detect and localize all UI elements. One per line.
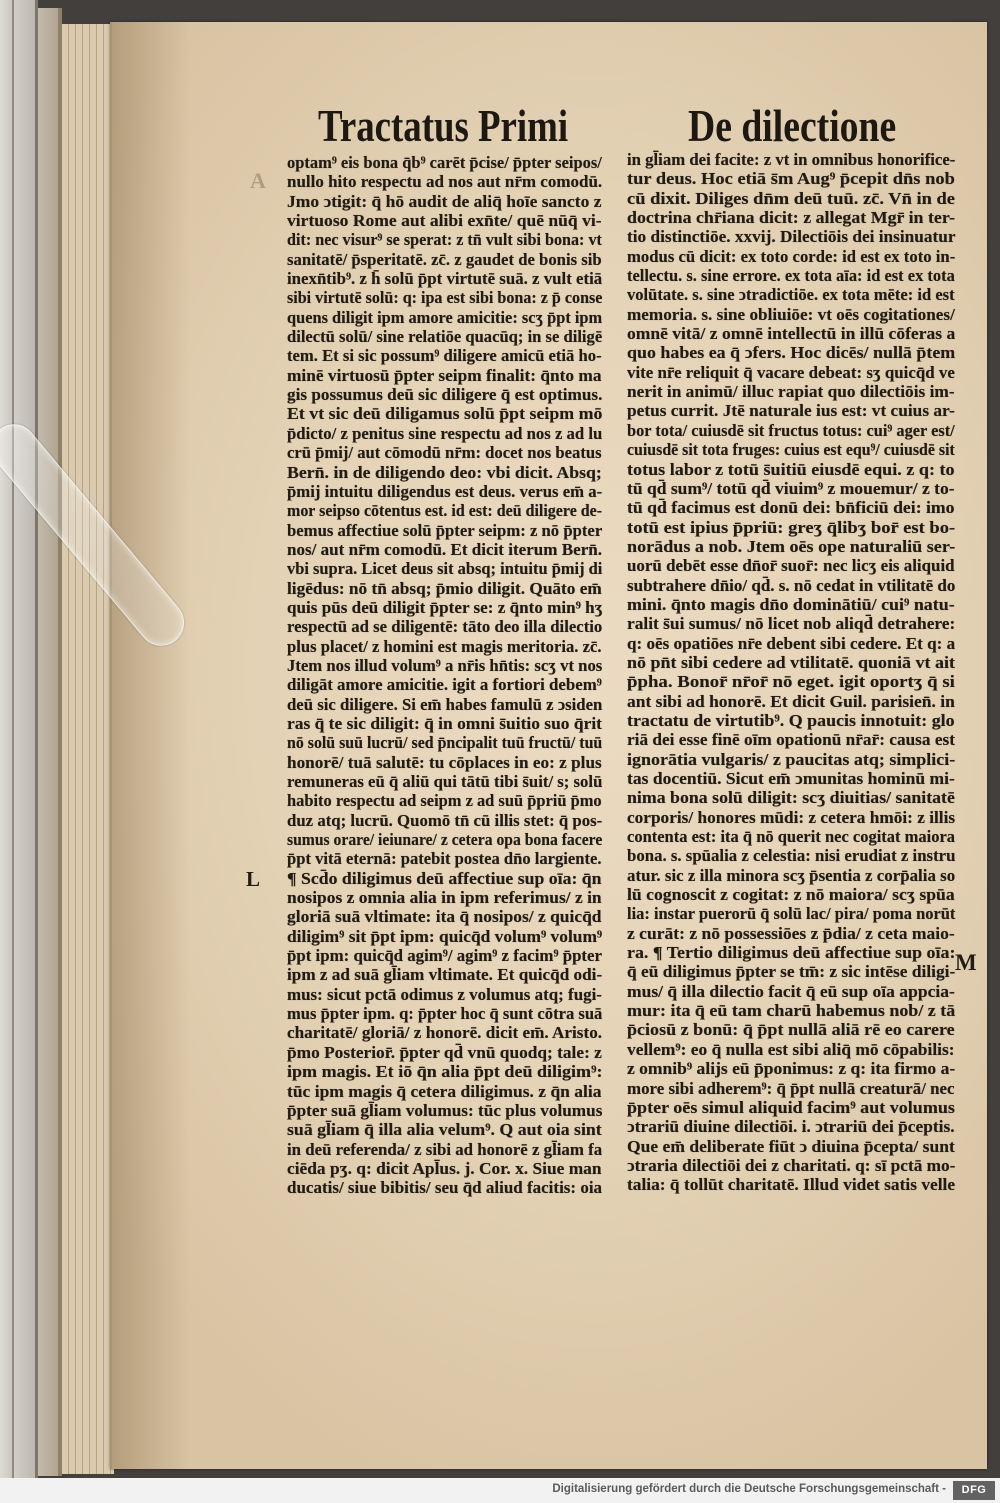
text-line bbox=[627, 885, 955, 904]
text-line-content: p̄mo Posterior̄. p̄pter qd̄ vnū quodq; tale: z bbox=[287, 1042, 602, 1062]
text-line-content: norādus a nob. Jtem oēs ope naturaliū ser- bbox=[627, 536, 956, 556]
text-line-content: cuiusdē sit tota fruges: cuius est equ⁹/ cuiusdē sit bbox=[627, 440, 955, 460]
text-line-content: virtuoso Rome aut alibi exn̄te/ quē nūq̄ vi- bbox=[287, 211, 602, 231]
text-line bbox=[287, 617, 602, 636]
text-line bbox=[287, 404, 602, 423]
text-line bbox=[287, 675, 602, 694]
text-line-content: nō solū suū lucrū/ sed p̄ncipalit tuū fructū/ tuū bbox=[287, 733, 603, 753]
text-line-content: ↄtraria dilectiōi dei z charitati. q: sī pctā mo- bbox=[627, 1155, 956, 1175]
text-line bbox=[627, 846, 955, 865]
text-line-content: gis possumus deū sic diligere q̄ est optimus. bbox=[287, 385, 603, 405]
text-line-content: p̄dicto/ z penitus sine respectu ad nos z ad lu bbox=[287, 423, 603, 443]
text-line bbox=[287, 288, 602, 307]
text-line-content: omnē vitā/ z omnē intellectū in illū cōferas a bbox=[627, 324, 956, 344]
text-line-content: deū sic diligere. Si em̄ habes famulū z ↄsiden bbox=[287, 694, 603, 714]
text-line bbox=[287, 366, 602, 385]
text-line-content: riā dei esse finē oīm opationū nr̄ar̄: causa est bbox=[627, 730, 955, 750]
text-line bbox=[627, 556, 955, 575]
text-line-content: memoria. s. sine obliuiōe: vt oēs cogitationes/ bbox=[627, 304, 955, 324]
text-line-content: tellectu. s. sine errore. ex tota aīa: id est ex tota bbox=[627, 266, 955, 286]
text-line bbox=[627, 634, 955, 653]
text-line-content: quo habes ea q̄ ↄfers. Hoc dicēs/ nullā p̄tem bbox=[627, 343, 956, 363]
text-line bbox=[287, 869, 602, 888]
text-line-content: atur. sic z illa minora scʒ p̄sentia z corp̄alia so bbox=[627, 865, 956, 885]
text-line bbox=[287, 791, 602, 810]
text-line-content: ant sibi ad honorē. Et dicit Guil. parisien̄. in bbox=[627, 691, 955, 711]
text-line bbox=[627, 1117, 955, 1136]
text-line bbox=[627, 827, 955, 846]
text-line-content: tūc ipm magis q̄ cetera diligimus. z q̄n alia bbox=[287, 1081, 602, 1101]
text-line-content: ¶ Scd̄o diligimus deū affectiue sup oīa: q̄n bbox=[287, 868, 602, 888]
text-line-content: modus cū dicit: ex toto corde: id est ex toto in- bbox=[627, 246, 956, 266]
text-line-content: corporis/ honores mūdi: z cetera hmōi: z illis bbox=[627, 807, 956, 827]
text-line bbox=[287, 907, 602, 926]
text-line-content: doctrina chr̄iana dicit: z allegat Mgr̄ in ter- bbox=[627, 208, 956, 228]
text-line bbox=[287, 269, 602, 288]
text-line bbox=[627, 208, 955, 227]
text-line bbox=[287, 540, 602, 559]
text-line bbox=[627, 498, 955, 517]
page-gutter-shadow bbox=[110, 22, 190, 1469]
text-line bbox=[287, 637, 602, 656]
text-line bbox=[287, 521, 602, 540]
text-line-content: tractatu de virtutib⁹. Q paucis innotuit: glo bbox=[627, 710, 955, 730]
text-line-content: inexn̄tib⁹. z h̄ solū p̄pt virtutē suā. z vult etiā bbox=[287, 269, 603, 289]
text-line bbox=[287, 714, 602, 733]
text-line-content: sumus orare/ ieiunare/ z cetera opa bona facere bbox=[287, 830, 603, 850]
text-line bbox=[627, 692, 955, 711]
text-line bbox=[627, 150, 955, 169]
text-line-content: p̄mij intuitu diligendus est deus. verus em̄ a- bbox=[287, 481, 603, 501]
text-line bbox=[627, 537, 955, 556]
binding-edge bbox=[0, 0, 12, 1478]
text-line bbox=[627, 730, 955, 749]
text-line bbox=[287, 1082, 602, 1101]
text-line-content: z curāt: z nō possessiōes z p̄dia/ z ceta maio- bbox=[627, 923, 955, 943]
text-line bbox=[627, 421, 955, 440]
text-line-content: bona. s. spūalia z celestia: nisi erudiat z instru bbox=[627, 846, 956, 866]
text-line-content: volūtate. s. sine ↄtradictiōe. ex tota mēte: id est bbox=[627, 285, 955, 305]
text-line bbox=[287, 172, 602, 191]
text-line-content: mus: sicut pctā odimus z volumus atq; fugi- bbox=[287, 984, 602, 1004]
text-line bbox=[287, 927, 602, 946]
text-line bbox=[287, 327, 602, 346]
text-line-content: tas docentiū. Sicut em̄ ↄmunitas hominū mi- bbox=[627, 769, 955, 788]
text-line-content: ignorātia vulgaris/ z paucitas atq; simplici- bbox=[627, 749, 956, 769]
text-line-content: quis pūs deū diligit p̄pter se: z q̄nto min⁹ hʒ bbox=[287, 597, 603, 617]
text-line bbox=[287, 579, 602, 598]
text-line bbox=[627, 1059, 955, 1078]
text-line-content: ra. ¶ Tertio diligimus deū affectiue sup oīa: bbox=[627, 943, 956, 963]
text-line-content: tū qd̄ sum⁹/ totū qd̄ viuim⁹ z mouemur/ z to- bbox=[627, 478, 955, 498]
text-line bbox=[287, 346, 602, 365]
text-line bbox=[287, 1159, 602, 1178]
text-line bbox=[627, 401, 955, 420]
text-line-content: nosipos z omnia alia in ipm referimus/ z in bbox=[287, 888, 602, 908]
text-line bbox=[287, 153, 602, 172]
text-line-content: ipm z ad suā gl̄iam vltimate. Et quicq̄d odi- bbox=[287, 965, 603, 985]
text-line bbox=[627, 788, 955, 807]
margin-letter-a: A bbox=[250, 168, 266, 193]
text-line-content: p̄pt vitā eternā: patebit postea dn̄o largiente. bbox=[287, 849, 602, 869]
text-line-content: nima bona solū diligit: scʒ diuitias/ sanitatē bbox=[627, 788, 955, 808]
text-line bbox=[287, 1120, 602, 1139]
text-line bbox=[287, 1023, 602, 1042]
text-line-content: cū dixit. Diliges dn̄m deū tuū. zc̄. Vn̄ in de bbox=[627, 188, 955, 208]
text-line-content: vbi supra. Licet deus sit absq; intuitu p̄mij di bbox=[287, 559, 603, 579]
text-line-content: lia: instar puerorū q̄ solū lac/ pira/ poma norūt bbox=[627, 904, 956, 924]
text-line bbox=[287, 830, 602, 849]
text-line bbox=[627, 943, 955, 962]
text-line-content: ciēda pʒ. q: dicit Apl̄us. j. Cor. x. Siue man bbox=[287, 1158, 602, 1178]
dfg-logo: DFG bbox=[953, 1481, 995, 1500]
text-line-content: bemus affectiue solū p̄pter seipm: z nō p̄pter bbox=[287, 520, 603, 540]
text-line bbox=[287, 1062, 602, 1081]
margin-letter-m: M bbox=[955, 950, 977, 975]
text-line-content: diligim⁹ sit p̄pt ipm: quicq̄d volum⁹ volum⁹ bbox=[287, 926, 603, 946]
running-head-right bbox=[688, 98, 896, 154]
text-line bbox=[627, 1137, 955, 1156]
text-line-content: nullo hito respectu ad nos aut nr̄m comodū. bbox=[287, 172, 603, 192]
text-line bbox=[287, 753, 602, 772]
left-column bbox=[287, 153, 602, 1198]
text-line-content: ras q̄ te sic diligit: q̄ in omni s̄uitio suo q̄rit bbox=[287, 713, 602, 733]
text-line bbox=[627, 305, 955, 324]
text-line-content: Que em̄ deliberate fiūt ↄ diuina p̄cepta/ sunt bbox=[627, 1136, 955, 1156]
text-line bbox=[627, 169, 955, 188]
text-line-content: mus/ q̄ illa dilectio facit q̄ eū sup oīa appcia- bbox=[627, 981, 955, 1001]
text-line bbox=[627, 343, 955, 362]
text-line-content: suā gl̄iam q̄ illa alia velum⁹. Q aut oia sint bbox=[287, 1120, 602, 1140]
text-line bbox=[627, 1098, 955, 1117]
text-line-content: z omnib⁹ alijs eū p̄ponimus: z q: ita firmo a- bbox=[627, 1059, 956, 1079]
text-line bbox=[627, 653, 955, 672]
text-line bbox=[287, 1043, 602, 1062]
text-line bbox=[287, 1101, 602, 1120]
text-line bbox=[627, 595, 955, 614]
page-stack-edge bbox=[38, 8, 62, 1476]
text-line bbox=[287, 1178, 602, 1197]
text-line-content: uorū debēt esse dn̄or̄ suor̄: nec licʒ eis aliquid bbox=[627, 556, 955, 576]
text-line bbox=[627, 962, 955, 981]
text-line-content: ducatis/ siue bibitis/ seu q̄d aliud facitis: oia bbox=[287, 1178, 603, 1198]
text-line bbox=[287, 250, 602, 269]
text-line bbox=[627, 227, 955, 246]
text-line-content: vellem⁹: eo q̄ nulla est sibi aliq̄ mō cōpabilis: bbox=[627, 1039, 955, 1059]
text-line-content: minē virtuosū p̄pter seipm finalit: q̄nto ma bbox=[287, 365, 602, 385]
text-line bbox=[287, 308, 602, 327]
text-line bbox=[627, 440, 955, 459]
text-line-content: petus currit. Jtē naturale ius est: vt cuius ar- bbox=[627, 401, 955, 421]
text-line bbox=[627, 1020, 955, 1039]
text-line-content: dilectū solū/ sine relatiōe quacūq; in se diligē bbox=[287, 327, 603, 347]
text-line bbox=[627, 1001, 955, 1020]
text-line-content: mus p̄pter ipm. q: p̄pter hoc q̄ sunt cōtra suā bbox=[287, 1004, 603, 1024]
text-line-content: ipm magis. Et iō q̄n alia p̄pt deū diligim⁹: bbox=[287, 1062, 603, 1082]
text-line bbox=[627, 614, 955, 633]
text-line bbox=[627, 518, 955, 537]
text-line bbox=[287, 443, 602, 462]
text-line-content: habito respectu ad seipm z ad suū p̄priū p̄mo bbox=[287, 791, 602, 811]
text-line bbox=[627, 247, 955, 266]
text-line-content: mur: ita q̄ eū tam charū habemus nob/ z tā bbox=[627, 1001, 956, 1021]
text-line-content: more sibi adherem⁹: q̄ p̄pt nullā creaturā/ nec bbox=[627, 1078, 955, 1098]
text-line-content: remuneras eū q̄ aliū qui tātū tibi s̄uit/ s; solū bbox=[287, 772, 603, 791]
page-stack-leaves bbox=[62, 24, 114, 1474]
text-line bbox=[287, 888, 602, 907]
text-line bbox=[287, 192, 602, 211]
text-line-content: tur deus. Hoc etiā s̄m Aug⁹ p̄cepit dn̄s nob bbox=[627, 169, 955, 189]
footer-bar bbox=[0, 1478, 1000, 1503]
text-line bbox=[287, 946, 602, 965]
text-line bbox=[287, 501, 602, 520]
text-line-content: tio distinctiōe. xxvij. Dilectiōis dei insinuatur bbox=[627, 227, 956, 247]
text-line-content: charitatē/ gloriā/ z honorē. dicit em̄. Aristo. bbox=[287, 1023, 603, 1043]
text-line bbox=[627, 904, 955, 923]
text-line bbox=[627, 866, 955, 885]
text-line bbox=[627, 1079, 955, 1098]
text-line bbox=[287, 772, 602, 791]
text-line bbox=[627, 1040, 955, 1059]
text-line-content: ↄtrariū diuine dilectiōi. i. ↄtrariū dei p̄ceptis. bbox=[627, 1117, 955, 1137]
text-line-content: mini. q̄nto magis dn̄o dominātiū/ cui⁹ natu- bbox=[627, 594, 955, 614]
text-line bbox=[287, 211, 602, 230]
text-line bbox=[627, 363, 955, 382]
text-line bbox=[287, 230, 602, 249]
text-line bbox=[627, 189, 955, 208]
text-line-content: Bern̄. in de diligendo deo: vbi dicit. Absq; bbox=[287, 462, 602, 482]
running-head-right-text: De dilectione bbox=[688, 100, 897, 151]
text-line bbox=[627, 711, 955, 730]
text-line bbox=[627, 479, 955, 498]
running-head-left bbox=[318, 98, 568, 154]
text-line bbox=[287, 695, 602, 714]
text-line bbox=[627, 324, 955, 343]
right-column bbox=[627, 150, 955, 1195]
text-line bbox=[287, 1140, 602, 1159]
text-line-content: dit: nec visur⁹ se sperat: z tn̄ vult sibi bona: vt bbox=[287, 230, 602, 250]
text-line-content: nerit in animū/ illuc rapiat quo dilectiōis im- bbox=[627, 382, 955, 402]
text-line-content: talia: q̄ tollūt charitatē. Illud videt satis velle bbox=[627, 1175, 956, 1195]
text-line bbox=[287, 965, 602, 984]
text-line bbox=[287, 849, 602, 868]
text-line bbox=[627, 285, 955, 304]
text-line bbox=[287, 985, 602, 1004]
text-line bbox=[627, 924, 955, 943]
text-line-content: honorē/ tuā salutē: tu cōplaces in eo: z plus bbox=[287, 752, 602, 772]
text-line-content: Jtem nos illud volum⁹ a nr̄is hn̄tis: scʒ vt nos bbox=[287, 655, 603, 675]
text-line bbox=[627, 672, 955, 691]
text-line bbox=[627, 266, 955, 285]
text-line bbox=[627, 808, 955, 827]
text-line-content: in gl̄iam dei facite: z vt in omnibus honorifice- bbox=[627, 150, 956, 169]
text-line-content: diligāt amore amicitie. igit a fortiori debem⁹ bbox=[287, 675, 602, 695]
text-line-content: contenta est: ita q̄ nō querit nec cogitat maiora bbox=[627, 827, 956, 847]
text-line bbox=[287, 482, 602, 501]
text-line bbox=[627, 576, 955, 595]
text-line-content: q: oēs opatiōes nr̄e debent sibi cedere. Et q: a bbox=[627, 633, 956, 653]
text-line-content: q̄ eū diligimus p̄pter se tm̄: z sic intēse diligi- bbox=[627, 962, 956, 982]
text-line-content: mor seipso cōtentus est. id est: deū diligere de- bbox=[287, 501, 603, 521]
text-line-content: duz atq; lucrū. Quomō tn̄ cū illis stet: q̄ pos- bbox=[287, 810, 603, 830]
text-line-content: totus labor z totū s̄uitiū eiusdē equi. z q: to bbox=[627, 459, 955, 479]
text-line bbox=[627, 1156, 955, 1175]
text-line-content: optam⁹ eis bona q̄b⁹ carēt p̄cise/ p̄pter seipos/ bbox=[287, 153, 602, 172]
text-line-content: nō pn̄t sibi cedere ad vtilitatē. quoniā vt ait bbox=[627, 652, 955, 672]
text-line-content: tem. Et si sic possum⁹ diligere amicū etiā ho- bbox=[287, 346, 602, 366]
text-line-content: Jmo ↄtigit: q̄ hō audit de aliq̄ hoīe sancto z bbox=[287, 191, 602, 211]
text-line bbox=[287, 1004, 602, 1023]
text-line-content: ligēdus: nō tn̄ absq; p̄mio diligit. Quāto em̄ bbox=[287, 578, 602, 598]
text-line-content: p̄ciosū z bonū: q̄ p̄pt nullā aliā rē eo carere bbox=[627, 1020, 955, 1040]
text-line bbox=[287, 424, 602, 443]
text-line bbox=[287, 811, 602, 830]
text-line bbox=[287, 463, 602, 482]
binding-board bbox=[12, 0, 38, 1478]
text-line-content: in deū referenda/ z sibi ad honorē z gl̄iam fa bbox=[287, 1139, 603, 1159]
text-line-content: tū qd̄ facimus est donū dei: bn̄ficiū dei: imo bbox=[627, 498, 955, 518]
text-line-content: ralit s̄ui sumus/ nō licet nob aliqd̄ detrahere: bbox=[627, 614, 956, 634]
running-head-left-text: Tractatus Primi bbox=[318, 100, 569, 151]
text-line-content: plus placet/ z homini est magis meritoria. zc̄. bbox=[287, 636, 602, 656]
text-line-content: crū p̄mij/ aut cōmodū nr̄m: docet nos beatus bbox=[287, 443, 602, 463]
text-line-content: p̄pter suā gl̄iam volumus: tūc plus volumus bbox=[287, 1100, 603, 1120]
text-line-content: quens diligit ipm amore amicitie: scʒ p̄pt ipm bbox=[287, 307, 603, 327]
text-line-content: p̄pt ipm: quicq̄d agim⁹/ agim⁹ z facim⁹ p̄pter bbox=[287, 946, 602, 966]
funding-credit: Digitalisierung gefördert durch die Deutsche Forschungsgemeinschaft - bbox=[552, 1483, 946, 1495]
text-line-content: Et vt sic deū diligamus solū p̄pt seipm mō bbox=[287, 404, 603, 424]
text-line bbox=[287, 656, 602, 675]
text-line bbox=[627, 460, 955, 479]
text-line-content: totū est ipius p̄priū: greʒ q̄libʒ bor̄ est bo- bbox=[627, 517, 956, 537]
text-line-content: p̄pha. Bonor̄ nr̄or̄ nō eget. igit oportʒ q̄ si bbox=[627, 672, 955, 692]
text-line-content: respectū ad se diligentē: tāto deo illa dilectio bbox=[287, 617, 603, 637]
text-line-content: vite nr̄e reliquit q̄ vacare debeat: sʒ quicq̄d ve bbox=[627, 362, 955, 382]
text-line bbox=[627, 1175, 955, 1194]
text-line-content: gloriā suā vltimate: ita q̄ nosipos/ z quicq̄d bbox=[287, 907, 602, 927]
text-line bbox=[627, 769, 955, 788]
text-line-content: sibi virtutē solū: q: ipa est sibi bona: z p̄ conse bbox=[287, 288, 603, 308]
text-line-content: subtrahere dn̄io/ qd̄. s. nō cedat in vtilitatē do bbox=[627, 575, 956, 595]
text-line bbox=[287, 733, 602, 752]
margin-letter-l: L bbox=[246, 867, 261, 891]
text-line-content: p̄pter oēs simul aliquid facim⁹ aut volumus bbox=[627, 1097, 955, 1117]
text-line-content: nos/ aut nr̄m comodū. Et dicit iterum Bern̄. bbox=[287, 539, 603, 559]
text-line bbox=[627, 382, 955, 401]
text-line bbox=[287, 559, 602, 578]
text-line bbox=[627, 982, 955, 1001]
text-line-content: sanitatē/ p̄speritatē. zc̄. z gaudet de bonis sib bbox=[287, 249, 602, 269]
text-line bbox=[287, 385, 602, 404]
text-line-content: bor tota/ cuiusdē sit fructus totus: cui⁹ ager est/ bbox=[627, 420, 955, 440]
text-line bbox=[287, 598, 602, 617]
text-line bbox=[627, 750, 955, 769]
text-line-content: lū cognoscit z cogitat: z nō maiora/ scʒ spūa bbox=[627, 885, 955, 905]
